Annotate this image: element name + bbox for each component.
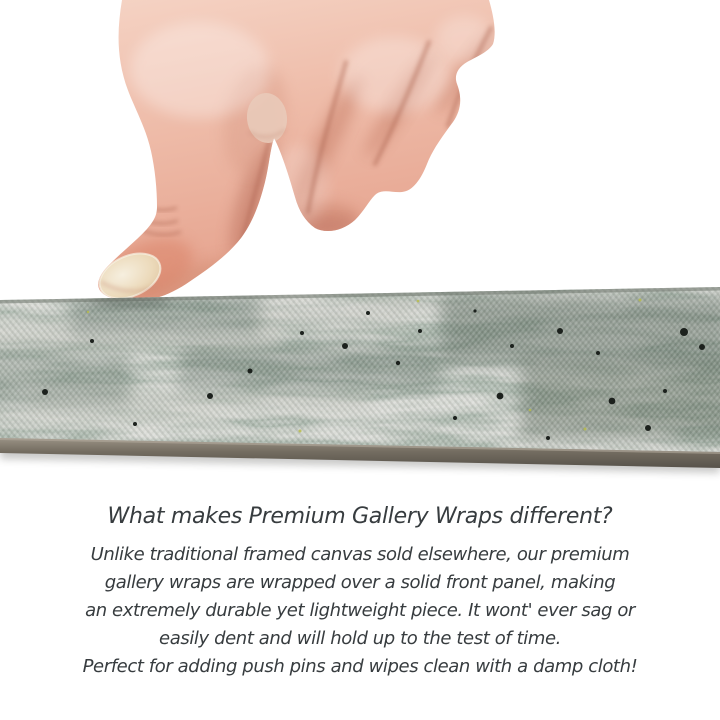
info-line: gallery wraps are wrapped over a solid front panel, making bbox=[104, 572, 616, 593]
canvas-texture bbox=[0, 282, 720, 482]
canvas-edge-strip bbox=[0, 282, 720, 482]
info-line: an extremely durable yet lightweight piece. It wont' ever sag or bbox=[85, 600, 635, 621]
info-text-block bbox=[0, 502, 720, 681]
hand-press-photo bbox=[80, 0, 510, 310]
info-line: Unlike traditional framed canvas sold elsewhere, our premium bbox=[90, 544, 630, 565]
info-line: Perfect for adding push pins and wipes clean with a damp cloth! bbox=[82, 656, 638, 677]
info-heading: What makes Premium Gallery Wraps different? bbox=[107, 504, 613, 529]
fist-thumb-down-icon bbox=[80, 0, 510, 310]
info-line: easily dent and will hold up to the test of time. bbox=[159, 628, 561, 649]
